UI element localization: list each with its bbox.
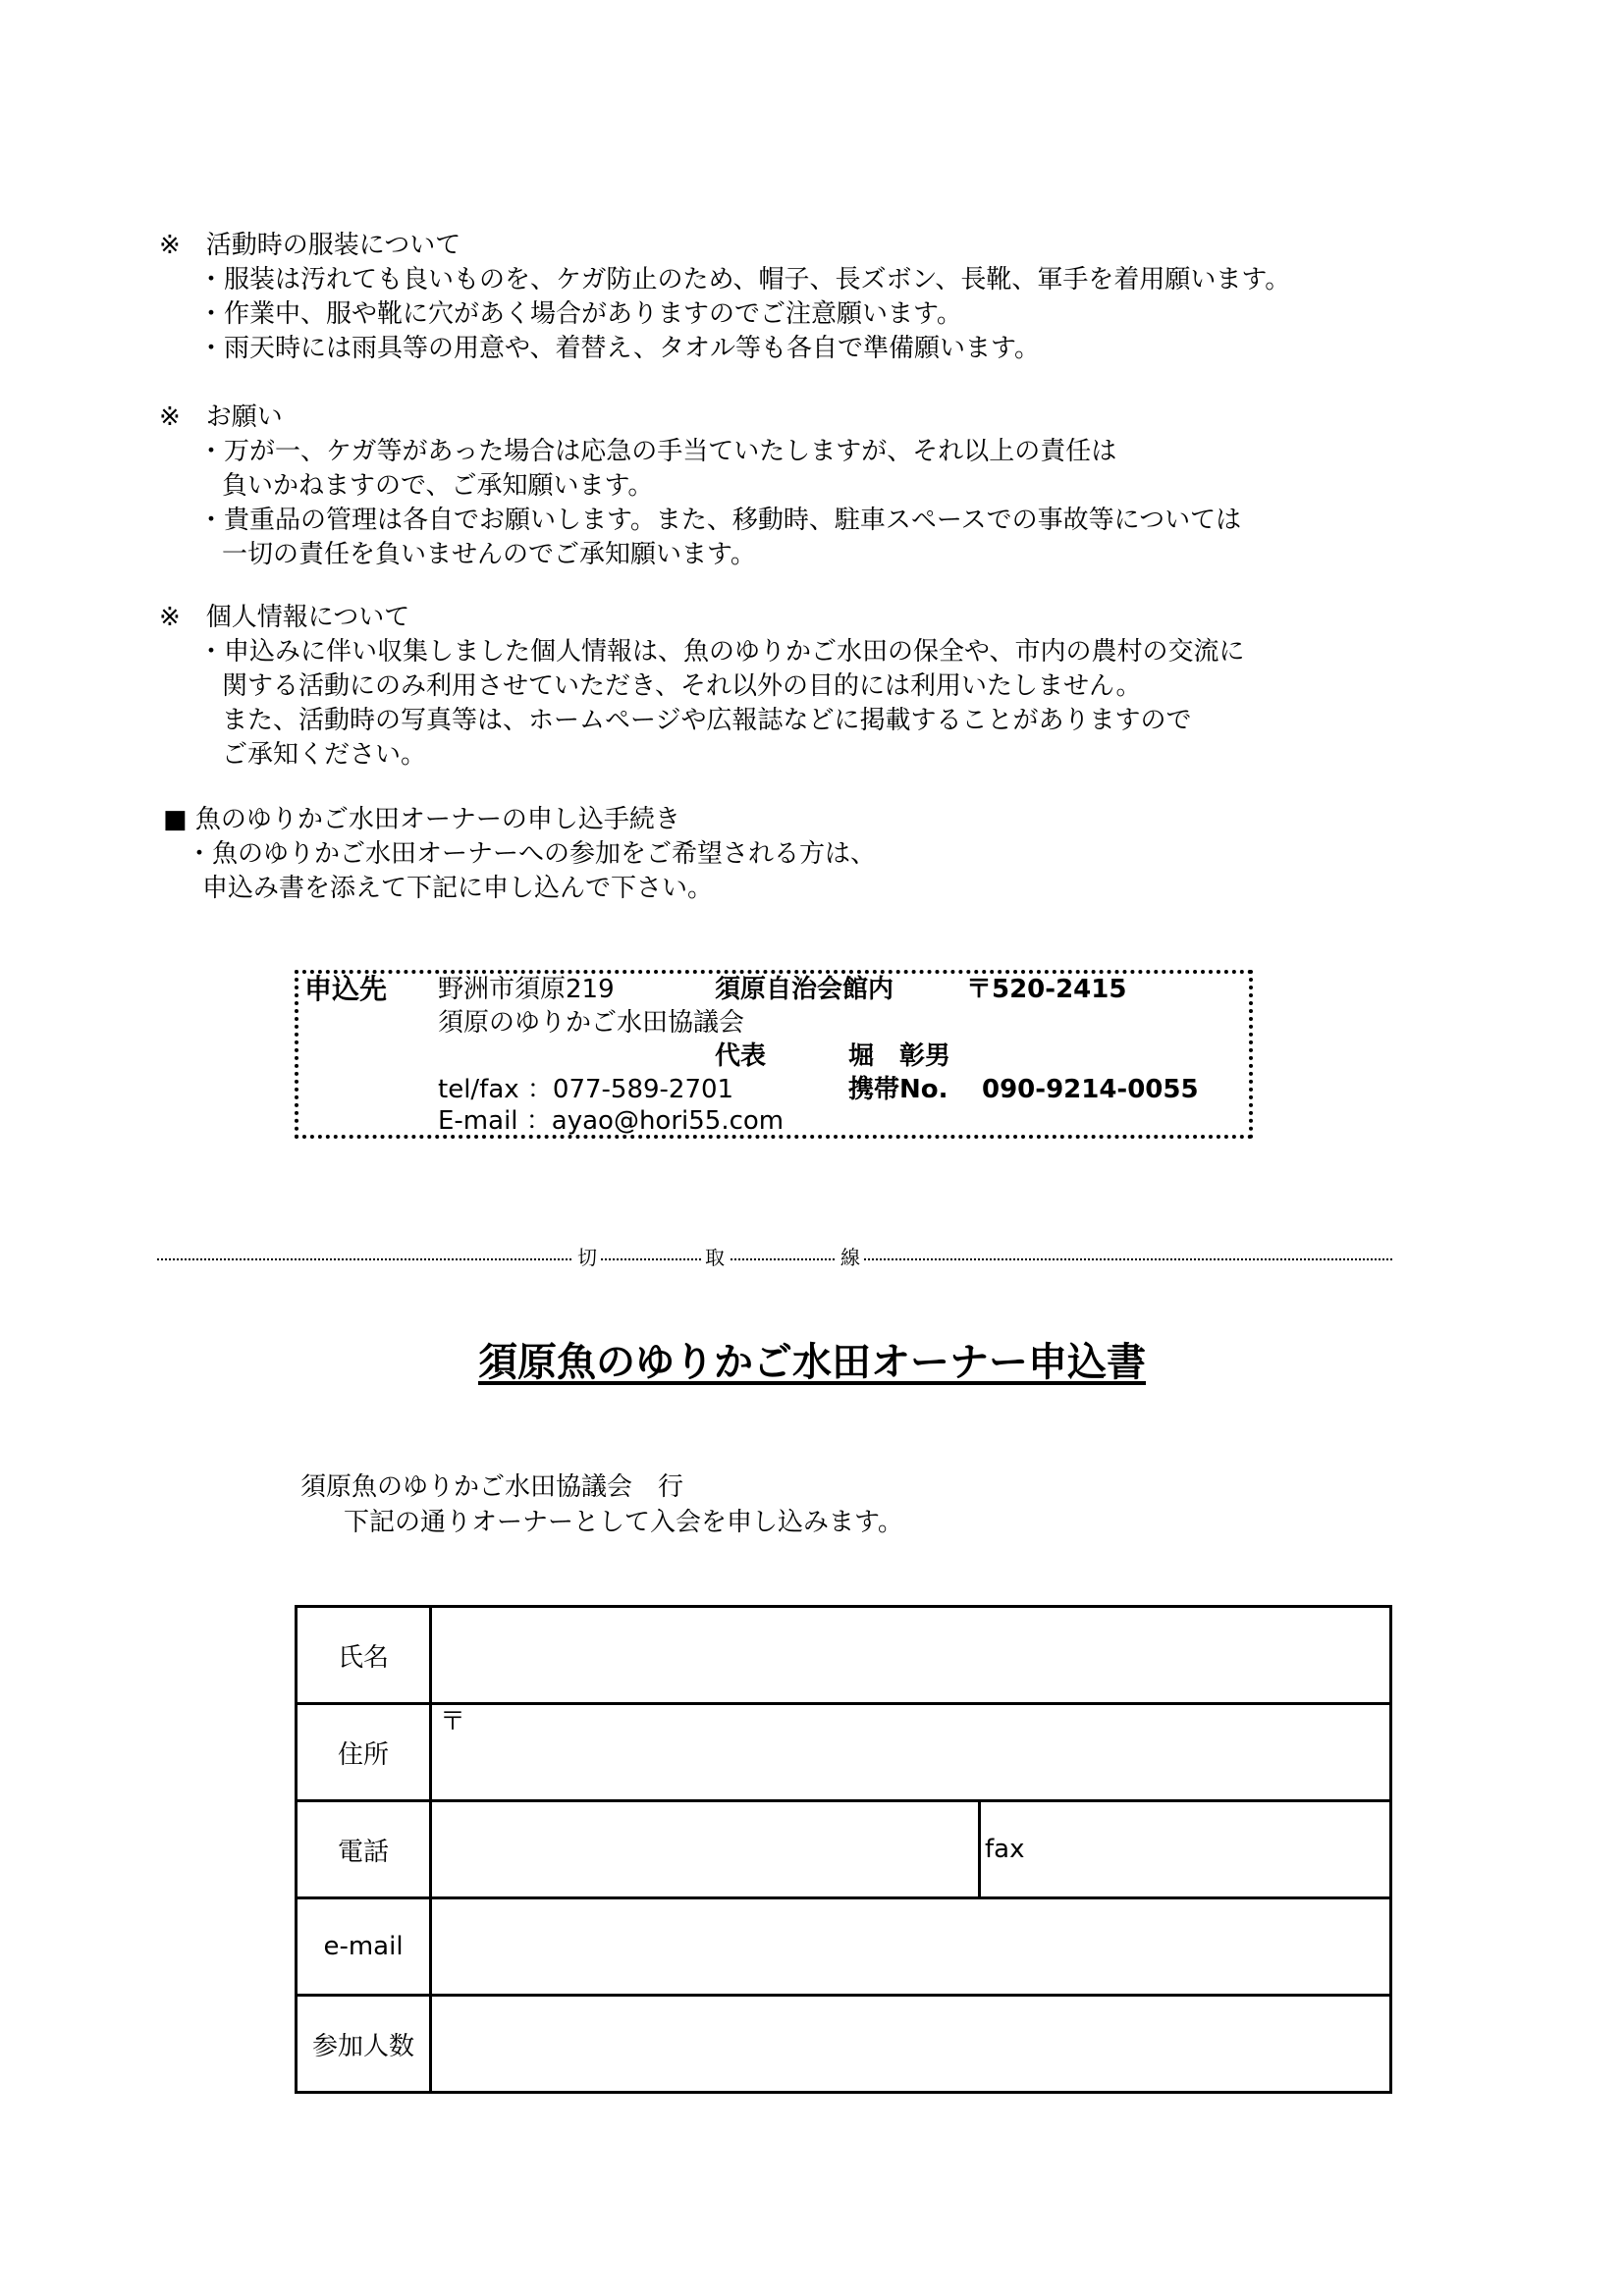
application-form-table [295,1605,1392,2094]
form-row-name [297,1607,1391,1704]
clothing-line-2: ・作業中、服や靴に穴があく場合がありますのでご注意願います。 [198,299,962,329]
form-row-address [297,1704,1391,1801]
form-intro: 下記の通りオーナーとして入会を申し込みます。 [344,1508,903,1537]
form-label-name [297,1607,431,1704]
form-field-fax[interactable] [981,1802,1389,1896]
form-label-phone [297,1801,431,1898]
privacy-line-4: ご承知ください。 [222,740,427,770]
privacy-line-1: ・申込みに伴い収集しました個人情報は、魚のゆりかご水田の保全や、市内の農村の交流に [198,637,1245,667]
procedure-line-2: 申込み書を添えて下記に申し込んで下さい。 [202,874,714,903]
destination-telfax: tel/fax ：077-589-2701 [438,1075,734,1104]
privacy-line-3: また、活動時の写真等は、ホームページや広報誌などに掲載することがありますので [222,706,1192,735]
procedure-line-1: ・魚のゆりかご水田オーナーへの参加をご希望される方は、 [187,839,877,869]
form-field-phone-fax [431,1801,1391,1898]
section-heading-request: ※ お願い [159,402,283,432]
form-label-email [297,1898,431,1996]
destination-email: E-mail ：ayao@hori55.com [438,1106,785,1136]
request-line-2: 負いかねますので、ご承知願います。 [222,471,654,501]
destination-rep-label: 代表 [715,1041,767,1071]
cut-line [157,1258,1392,1260]
form-field-name[interactable] [431,1607,1391,1704]
destination-postal: 〒520-2415 [966,975,1127,1004]
cut-line-char-2: 取 [701,1245,729,1270]
form-label-fax: fax [985,1835,1025,1864]
destination-building: 須原自治会館内 [715,975,894,1004]
form-label-name-text: 氏名 [337,1642,389,1673]
form-label-participants [297,1996,431,2093]
cut-line-char-1: 切 [573,1245,601,1270]
clothing-line-1: ・服装は汚れても良いものを、ケガ防止のため、帽子、長ズボン、長靴、軍手を着用願います。 [198,265,1291,294]
destination-org: 須原のゆりかご水田協議会 [438,1008,745,1038]
form-label-address-text: 住所 [337,1739,389,1770]
cut-line-char-3: 線 [837,1245,864,1270]
form-field-phone[interactable] [432,1802,981,1896]
form-title: 須原魚のゆりかご水田オーナー申込書 [478,1340,1146,1385]
section-heading-clothing: ※ 活動時の服装について [159,231,461,260]
form-addressee: 須原魚のゆりかご水田協議会 行 [300,1472,684,1502]
form-row-email [297,1898,1391,1996]
form-field-email[interactable] [431,1898,1391,1996]
section-heading-procedure: ■ 魚のゆりかご水田オーナーの申し込手続き [163,805,680,834]
form-field-participants[interactable] [431,1996,1391,2093]
destination-rep-name: 堀 彰男 [848,1041,951,1071]
request-line-1: ・万が一、ケガ等があった場合は応急の手当ていたしますが、それ以上の責任は [198,437,1117,466]
section-heading-privacy: ※ 個人情報について [159,603,410,632]
destination-label: 申込先 [304,973,388,1005]
form-label-email-text: e-mail [323,1932,404,1961]
request-line-4: 一切の責任を負いませんのでご承知願います。 [222,540,756,569]
form-row-phone [297,1801,1391,1898]
form-label-participants-text: 参加人数 [311,2031,414,2061]
postal-mark: 〒 [440,1707,466,1736]
destination-mobile: 090-9214-0055 [982,1075,1199,1104]
destination-mobile-label: 携帯No. [848,1075,948,1104]
destination-address: 野洲市須原219 [438,975,615,1004]
request-line-3: ・貴重品の管理は各自でお願いします。また、移動時、駐車スペースでの事故等については [198,506,1242,535]
form-row-participants [297,1996,1391,2093]
form-label-address [297,1704,431,1801]
form-label-phone-text: 電話 [337,1837,389,1867]
clothing-line-3: ・雨天時には雨具等の用意や、着替え、タオル等も各自で準備願います。 [198,334,1040,363]
form-field-address[interactable] [431,1704,1391,1801]
privacy-line-2: 関する活動にのみ利用させていただき、それ以外の目的には利用いたしません。 [222,671,1142,701]
application-destination-box [295,970,1253,1139]
